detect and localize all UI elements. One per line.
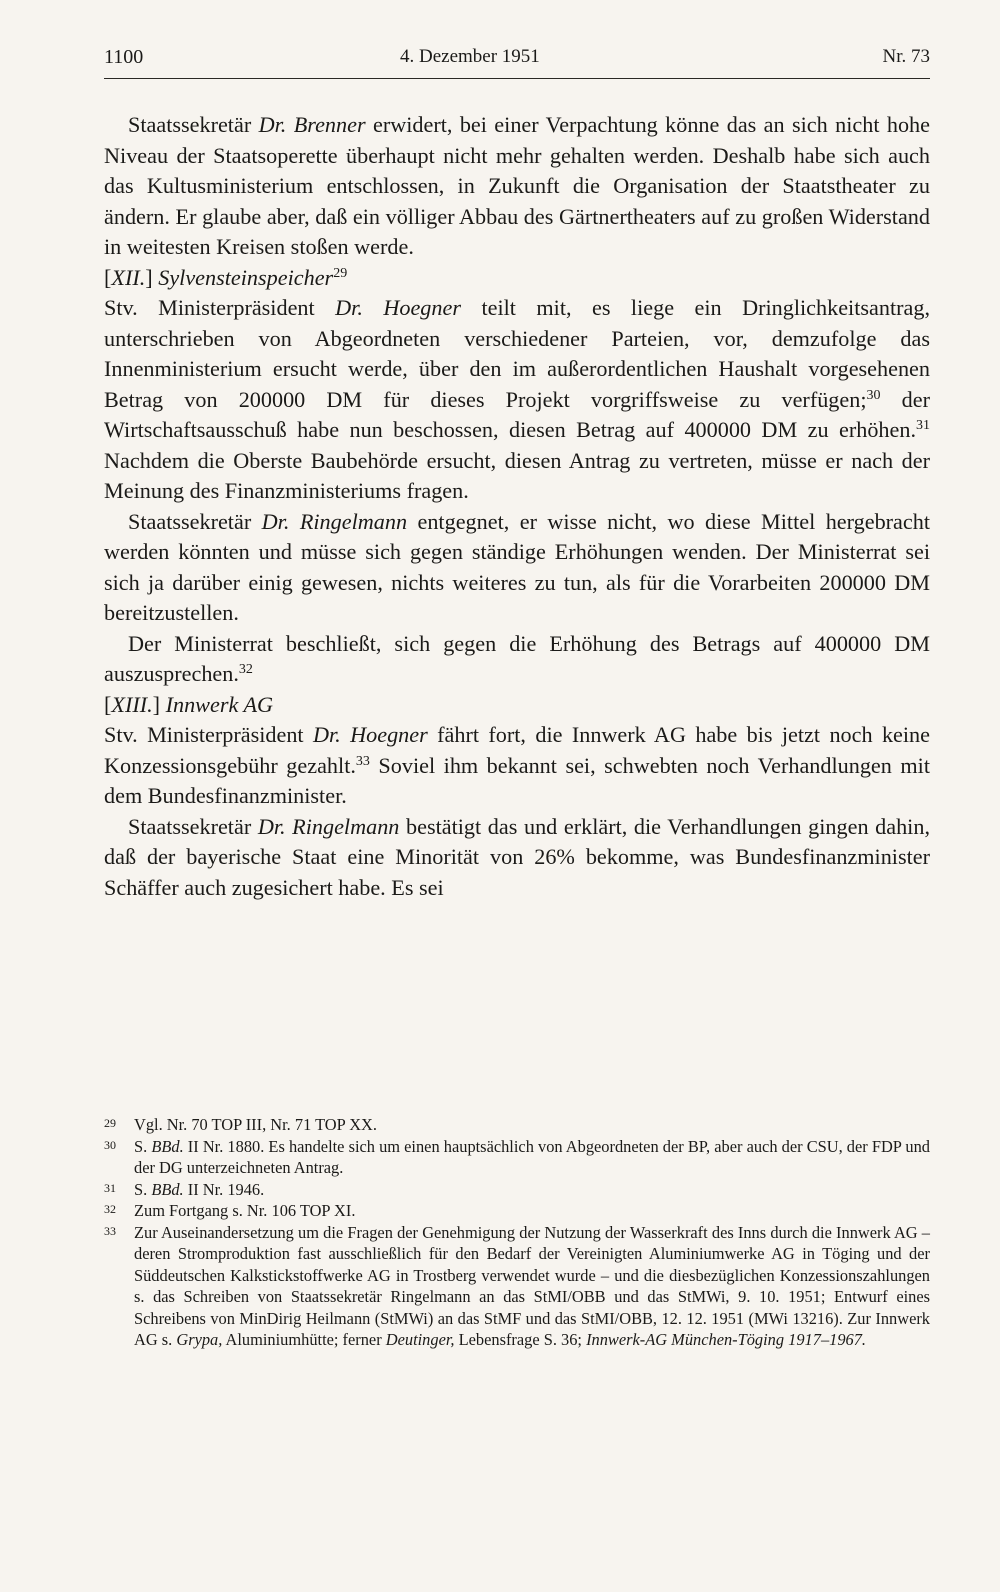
document-number: Nr. 73: [882, 46, 930, 67]
speaker-name: Dr. Brenner: [258, 112, 366, 137]
footnote-32: [104, 1200, 930, 1222]
footnote-number: 30: [104, 1137, 116, 1152]
paragraph-hoegner-2: [104, 720, 930, 812]
footnote-number: 29: [104, 1116, 116, 1130]
footnote-number: 33: [104, 1223, 116, 1238]
section-title: Sylvensteinspeicher: [158, 264, 334, 290]
header-rule: [104, 78, 930, 79]
footnote-text: Zur Auseinandersetzung um die Fragen der Genehmigung der Nutzung der Wasserkraft des Inns durch die Innwerk AG – deren Stromproduktion fast ausschließlich für den Bedarf der Vereinigten Aluminiumwerke AG in Töging und der Süddeutschen Kalkstickstoffwerke AG in Trostberg verwendet wurde – und die diesbezüglichen Konzessionszahlungen s. das Schreiben von Staatssekretär Ringelmann an das StMI/OBB und das StMWi, 9. 10. 1951; Entwurf eines Schreibens von MinDirig Heilmann (StMWi) an das StMF und das StMI/OBB, 12. 12. 1951 (MWi 13216). Zur Innwerk AG s.: [134, 1222, 930, 1349]
footnotes: [104, 1114, 930, 1351]
footnote-ref[interactable]: 30: [866, 387, 881, 403]
text-run: fährt fort, die Innwerk AG habe bis jetzt noch keine Konzessionsgebühr gezahlt.: [104, 722, 930, 778]
footnote-number: 31: [104, 1180, 116, 1195]
text-run: erwidert, bei einer Verpachtung könne das an sich nicht hohe Niveau der Staatsoperette überhaupt nicht mehr gehalten werden. Deshalb habe sich auch das Kultusministerium entschlossen, in Zukunft die Organisation der Staatstheater zu ändern. Er glaube aber, daß ein völliger Abbau des Gärtnertheaters auf zu großen Widerstand in weitesten Kreisen stoßen werde.: [104, 112, 930, 259]
footnote-text: S.: [134, 1179, 152, 1199]
citation-author: Deutinger,: [385, 1330, 455, 1349]
footnote-text: Vgl. Nr. 70 TOP III, Nr. 71 TOP XX.: [134, 1115, 377, 1134]
text-run: Stv. Ministerpräsident: [104, 295, 336, 320]
footnote-text: Aluminiumhütte; ferner: [222, 1330, 386, 1349]
main-text: [104, 110, 930, 903]
footnote-ref[interactable]: 31: [916, 418, 930, 433]
citation-author: Grypa,: [176, 1330, 223, 1349]
footnote-text: S.: [134, 1136, 152, 1156]
bracket: ]: [152, 691, 166, 717]
text-run: Staatssekretär: [128, 508, 262, 534]
text-run: Staatssekretär: [128, 813, 258, 839]
header-date: 4. Dezember 1951: [400, 46, 540, 67]
section-numeral: XII.: [111, 264, 146, 290]
footnote-29: [104, 1114, 930, 1136]
paragraph-hoegner-1: [104, 293, 930, 507]
section-heading-xiii: [104, 690, 930, 721]
running-header: [104, 46, 930, 80]
text-run: Soviel ihm bekannt sei, schwebten noch Verhandlungen mit dem Bundesfinanzminister.: [104, 752, 930, 808]
speaker-name: Dr. Ringelmann: [257, 813, 400, 839]
text-run: Der Ministerrat beschließt, sich gegen die Erhöhung des Betrags auf 400000 DM auszusprechen.: [104, 630, 930, 686]
bracket: ]: [145, 264, 159, 290]
paragraph-ringelmann-1: [104, 507, 930, 629]
text-run: Staatssekretär: [128, 112, 259, 137]
speaker-name: Dr. Ringelmann: [261, 508, 408, 534]
footnote-text: II Nr. 1880. Es handelte sich um einen hauptsächlich von Abgeordneten der BP, aber auch der CSU, der FDP und der DG unterzeichneten Antrag.: [134, 1136, 931, 1177]
bracket: [: [104, 264, 112, 290]
footnote-number: 32: [104, 1202, 116, 1216]
page-number: 1100: [104, 46, 144, 68]
text-run: entgegnet, er wisse nicht, wo diese Mittel hergebracht werden könnten und müsse sich gegen ständige Erhöhungen wenden. Der Ministerrat sei sich ja darüber einig gewesen, nichts weiteres zu tun, als für die Vorarbeiten 200000 DM bereitzustellen.: [104, 508, 931, 625]
paragraph-brenner: [104, 110, 930, 263]
section-title: Innwerk AG: [165, 691, 274, 717]
text-run: teilt mit, es liege ein Dringlichkeitsantrag, unterschrieben von Abgeordneten verschiedener Parteien, vor, demzufolge das Innenministerium ersucht werde, über den im außerordentlichen Haushalt vorgesehenen Betrag von 200000 DM für dieses Projekt vorgriffsweise zu verfügen;: [104, 295, 930, 412]
footnote-33: [104, 1222, 930, 1351]
footnote-text: Lebensfrage S. 36;: [454, 1330, 587, 1349]
speaker-name: Dr. Hoegner: [335, 295, 461, 320]
text-run: der Wirtschaftsausschuß habe nun beschossen, diesen Betrag auf 400000 DM zu erhöhen.: [104, 386, 930, 442]
bracket: [: [104, 691, 112, 717]
speaker-name: Dr. Hoegner: [312, 722, 428, 747]
paragraph-ringelmann-2: [104, 812, 930, 904]
footnote-ref[interactable]: 32: [238, 662, 253, 677]
text-run: bestätigt das und erklärt, die Verhandlungen gingen dahin, daß der bayerische Staat eine Minorität von 26% bekomme, was Bundesfinanzminister Schäffer auch zugesichert habe. Es sei: [104, 813, 930, 900]
text-run: Nachdem die Oberste Baubehörde ersucht, diesen Antrag zu vertreten, müsse er nach der Meinung des Finanzministeriums fragen.: [104, 447, 930, 503]
citation-title: Innwerk-AG München-Töging 1917–1967.: [586, 1330, 867, 1349]
footnote-ref[interactable]: 33: [355, 753, 370, 769]
footnote-30: [104, 1136, 930, 1179]
footnote-text: Zum Fortgang s. Nr. 106 TOP XI.: [134, 1201, 356, 1220]
text-run: Stv. Ministerpräsident: [104, 722, 313, 747]
paragraph-resolution: [104, 629, 930, 690]
footnote-text: II Nr. 1946.: [183, 1179, 265, 1199]
citation-title: BBd.: [151, 1136, 184, 1156]
footnote-ref[interactable]: 29: [333, 265, 348, 281]
footnote-31: [104, 1179, 930, 1201]
section-heading-xii: [104, 263, 930, 294]
section-numeral: XIII.: [111, 691, 153, 717]
citation-title: BBd.: [151, 1179, 184, 1199]
